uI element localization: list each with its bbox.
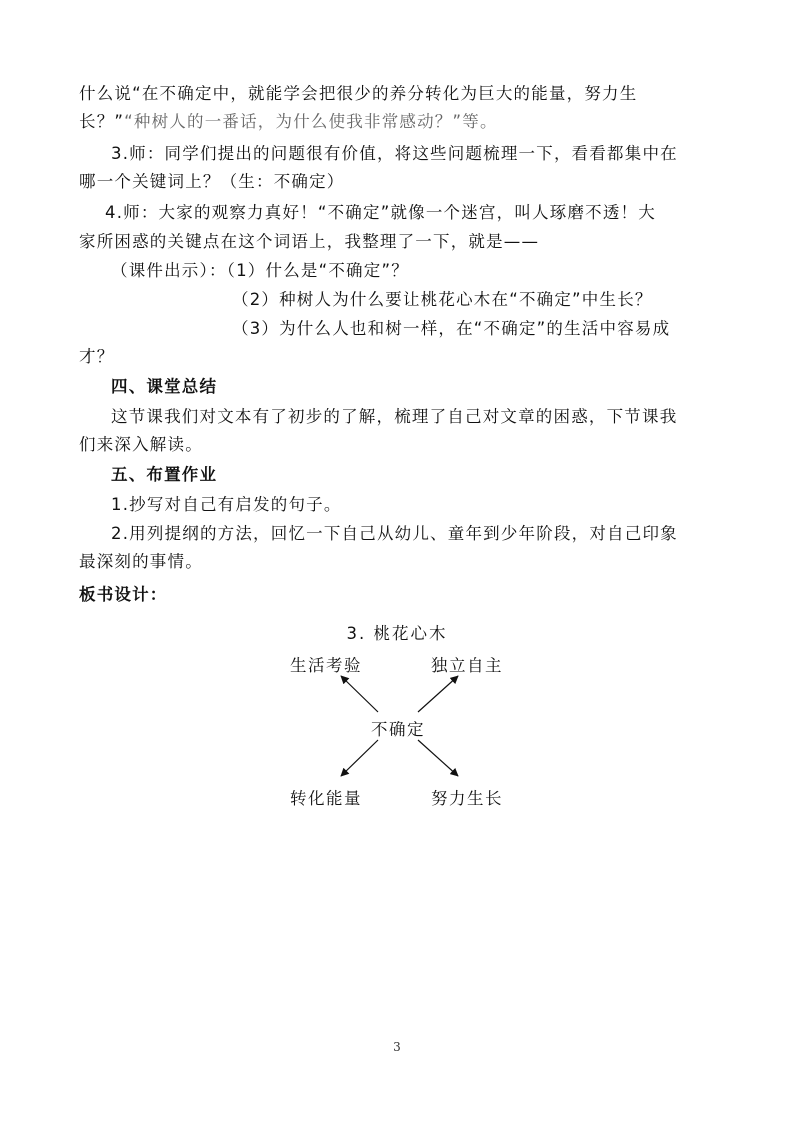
board-node-bottom-right: 努力生长 bbox=[431, 789, 503, 808]
text-line: 最深刻的事情。 bbox=[79, 552, 203, 571]
question-quote: “种树人的一番话，为什么使我非常感动？”等。 bbox=[124, 112, 498, 131]
page-number: 3 bbox=[393, 1040, 401, 1054]
text-line: （3）为什么人也和树一样，在“不确定”的生活中容易成 bbox=[232, 319, 671, 338]
arrow-to-bottom-right bbox=[418, 740, 458, 776]
board-design-label: 板书设计： bbox=[79, 585, 168, 604]
text-line: 家所困惑的关键点在这个词语上，我整理了一下，就是—— bbox=[79, 232, 540, 251]
text-line: 1.抄写对自己有启发的句子。 bbox=[111, 495, 342, 514]
board-title: 3. 桃花心木 bbox=[346, 624, 448, 643]
board-node-top-left: 生活考验 bbox=[290, 656, 362, 675]
text-line: 们来深入解读。 bbox=[79, 435, 203, 454]
arrow-to-bottom-left bbox=[341, 740, 378, 776]
text-line: 2.用列提纲的方法，回忆一下自己从幼儿、童年到少年阶段，对自己印象 bbox=[111, 524, 678, 543]
section-heading: 四、课堂总结 bbox=[111, 377, 218, 396]
arrow-to-top-right bbox=[418, 676, 458, 712]
text-span: 长？” bbox=[79, 112, 125, 131]
board-node-bottom-left: 转化能量 bbox=[290, 789, 362, 808]
text-line: 什么说“在不确定中，就能学会把很少的养分转化为巨大的能量，努力生 bbox=[79, 84, 638, 103]
text-line: 3.师：同学们提出的问题很有价值，将这些问题梳理一下，看看都集中在 bbox=[111, 144, 678, 163]
text-line: 哪一个关键词上？（生：不确定） bbox=[79, 172, 345, 191]
text-line: 才？ bbox=[79, 347, 115, 366]
board-node-top-right: 独立自主 bbox=[431, 656, 503, 675]
text-line: （2）种树人为什么要让桃花心木在“不确定”中生长？ bbox=[232, 290, 653, 309]
board-node-center: 不确定 bbox=[371, 720, 425, 739]
text-line: 4.师：大家的观察力真好！“不确定”就像一个迷宫，叫人琢磨不透！大 bbox=[105, 203, 656, 222]
arrow-to-top-left bbox=[341, 676, 378, 712]
text-line: 这节课我们对文本有了初步的了解，梳理了自己对文章的困惑，下节课我 bbox=[111, 407, 678, 426]
section-heading: 五、布置作业 bbox=[111, 465, 218, 484]
text-line: （课件出示）：（1）什么是“不确定”？ bbox=[111, 261, 409, 280]
